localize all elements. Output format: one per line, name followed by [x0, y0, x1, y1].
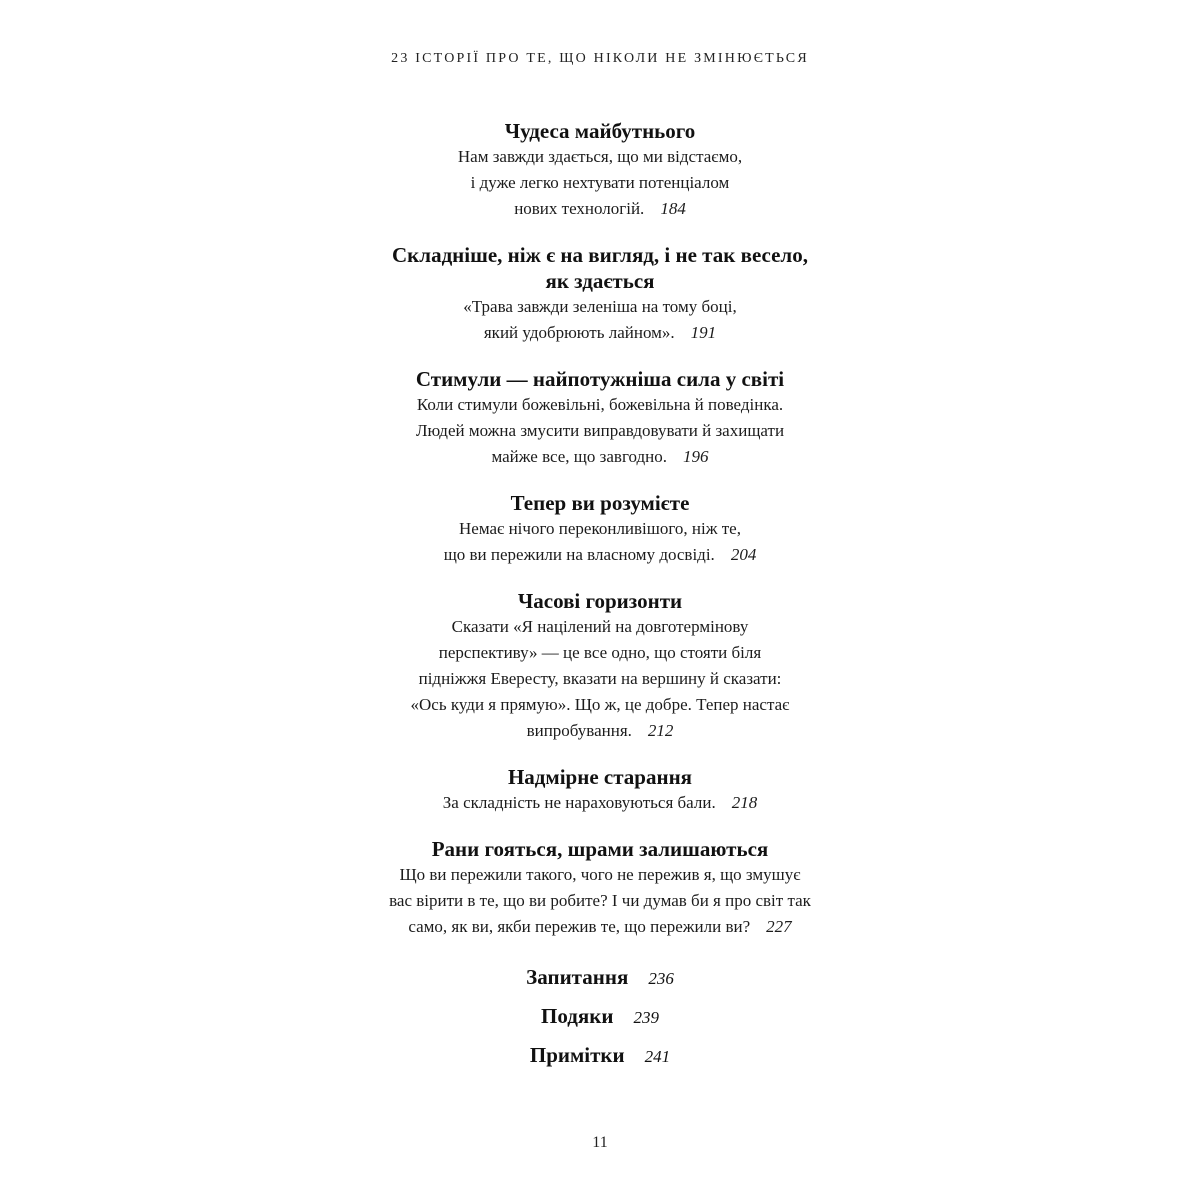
- table-of-contents: [0, 118, 1200, 1081]
- toc-entry: [0, 490, 1200, 568]
- toc-entry: [0, 764, 1200, 816]
- running-head: 23 ІСТОРІЇ ПРО ТЕ, ЩО НІКОЛИ НЕ ЗМІНЮЄТЬСЯ: [391, 51, 809, 66]
- entry-title: Надмірне старання: [507, 765, 693, 789]
- page-number: 236: [648, 969, 674, 988]
- entry-description: Що ви пережили такого, чого не пережив я, що змушує вас вірити в те, що ви робите? І чи думав би я про світ так само, як ви, якби пережив те, що пережили ви? 227: [389, 865, 811, 936]
- entry-title: Рани гояться, шрами залишаються: [431, 837, 769, 861]
- back-matter-item: Подяки 239: [541, 1004, 659, 1028]
- page-number: 227: [766, 917, 792, 936]
- entry-title: Чудеса майбутнього: [504, 119, 696, 143]
- toc-entry: [0, 366, 1200, 470]
- page-number: 212: [647, 721, 674, 740]
- entry-title: Стимули — найпотужніша сила у світі: [415, 367, 785, 391]
- toc-entry: [0, 588, 1200, 744]
- page-number: 204: [730, 545, 757, 564]
- back-matter-item: Примітки 241: [529, 1043, 671, 1067]
- entry-description: Коли стимули божевільні, божевільна й поведінка. Людей можна змусити виправдовувати й захищати майже все, що завгодно. 196: [415, 395, 785, 466]
- entry-description: За складність не нараховуються бали. 218: [442, 793, 758, 812]
- page-number: 191: [690, 323, 717, 342]
- back-matter: [0, 964, 1200, 1070]
- entry-description: Немає нічого переконливішого, ніж те, що ви пережили на власному досвіді. 204: [443, 519, 757, 564]
- entry-title: Тепер ви розумієте: [510, 491, 690, 515]
- entry-description: Сказати «Я націлений на довготермінову перспективу» — це все одно, що стояти біля підніжжя Евересту, вказати на вершину й сказати: «Ось куди я прямую». Що ж, це добре. Тепер настає випробування. 212: [410, 617, 790, 740]
- entry-description: «Трава завжди зеленіша на тому боці, який удобрюють лайном». 191: [463, 297, 737, 342]
- folio-page-number: 11: [592, 1134, 608, 1151]
- toc-entry: [0, 118, 1200, 222]
- entry-description: Нам завжди здається, що ми відстаємо, і дуже легко нехтувати потенціалом нових технологій. 184: [457, 147, 743, 218]
- page-number: 218: [731, 793, 758, 812]
- page-number: 239: [633, 1008, 659, 1027]
- page-number: 241: [644, 1047, 671, 1066]
- page-number: 196: [683, 447, 709, 466]
- page-number: 184: [660, 199, 686, 218]
- entry-title: Складніше, ніж є на вигляд, і не так весело, як здається: [392, 243, 808, 293]
- back-matter-item: Запитання 236: [526, 965, 674, 989]
- entry-title: Часові горизонти: [517, 589, 683, 613]
- toc-entry: [0, 836, 1200, 940]
- toc-entry: [0, 242, 1200, 346]
